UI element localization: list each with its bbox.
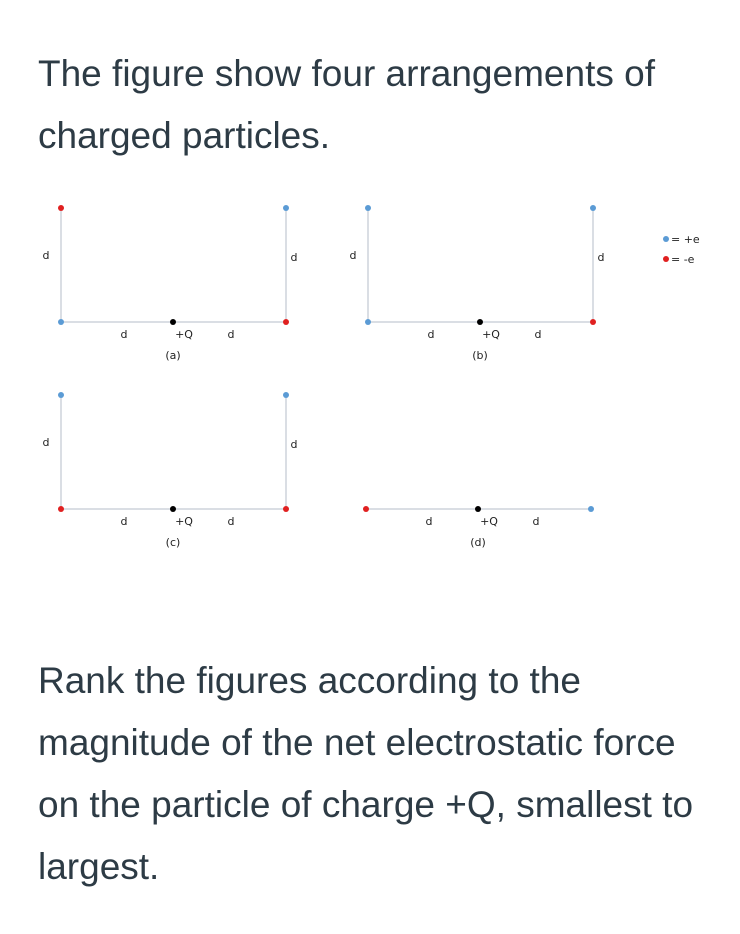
right-top-charge-positive xyxy=(283,205,289,211)
legend-negative-label: = -e xyxy=(671,253,695,266)
legend xyxy=(663,233,700,266)
right-bottom-charge-negative xyxy=(590,319,596,325)
right-top-charge-positive xyxy=(283,392,289,398)
panel-caption: (c) xyxy=(165,536,181,549)
bottom-left-d-label: d xyxy=(120,328,128,341)
center-charge-dot xyxy=(170,319,176,325)
center-charge-label: +Q xyxy=(175,328,193,341)
bottom-left-d-label: d xyxy=(120,515,128,528)
bottom-left-d-label: d xyxy=(425,515,433,528)
intro-text: The figure show four arrangements of charged particles. xyxy=(38,53,655,156)
center-charge-dot xyxy=(475,506,481,512)
left-bottom-charge-positive xyxy=(58,319,64,325)
panel-caption: (d) xyxy=(470,536,486,549)
legend-positive-dot xyxy=(663,236,669,242)
legend-positive-label: = +e xyxy=(671,233,700,246)
bottom-right-d-label: d xyxy=(227,515,235,528)
panel-c xyxy=(43,392,298,549)
question-text: Rank the figures according to the magnitude of the net electrostatic force on the particle of charge +Q, smallest to largest. xyxy=(38,660,694,887)
panel-caption: (a) xyxy=(165,349,181,362)
right-bottom-charge-negative xyxy=(283,319,289,325)
panels-group xyxy=(43,205,605,549)
center-charge-label: +Q xyxy=(482,328,500,341)
left-top-charge-positive xyxy=(58,392,64,398)
panel-b xyxy=(350,205,605,362)
bottom-right-d-label: d xyxy=(532,515,540,528)
left-bottom-charge-positive xyxy=(365,319,371,325)
bottom-right-d-label: d xyxy=(227,328,235,341)
left-side-d-label: d xyxy=(349,249,357,262)
legend-negative-dot xyxy=(663,256,669,262)
center-charge-label: +Q xyxy=(175,515,193,528)
right-side-d-label: d xyxy=(290,438,298,451)
bottom-right-d-label: d xyxy=(534,328,542,341)
center-charge-dot xyxy=(477,319,483,325)
left-side-d-label: d xyxy=(42,436,50,449)
panel-a xyxy=(43,205,298,362)
right-side-d-label: d xyxy=(290,251,298,264)
left-top-charge-positive xyxy=(365,205,371,211)
left-bottom-charge-negative xyxy=(363,506,369,512)
panel-caption: (b) xyxy=(472,349,488,362)
left-top-charge-negative xyxy=(58,205,64,211)
bottom-left-d-label: d xyxy=(427,328,435,341)
left-bottom-charge-negative xyxy=(58,506,64,512)
right-bottom-charge-positive xyxy=(588,506,594,512)
center-charge-dot xyxy=(170,506,176,512)
center-charge-label: +Q xyxy=(480,515,498,528)
left-side-d-label: d xyxy=(42,249,50,262)
panel-d xyxy=(363,506,594,549)
right-side-d-label: d xyxy=(597,251,605,264)
right-top-charge-positive xyxy=(590,205,596,211)
charge-arrangements-figure xyxy=(0,180,740,580)
right-bottom-charge-negative xyxy=(283,506,289,512)
